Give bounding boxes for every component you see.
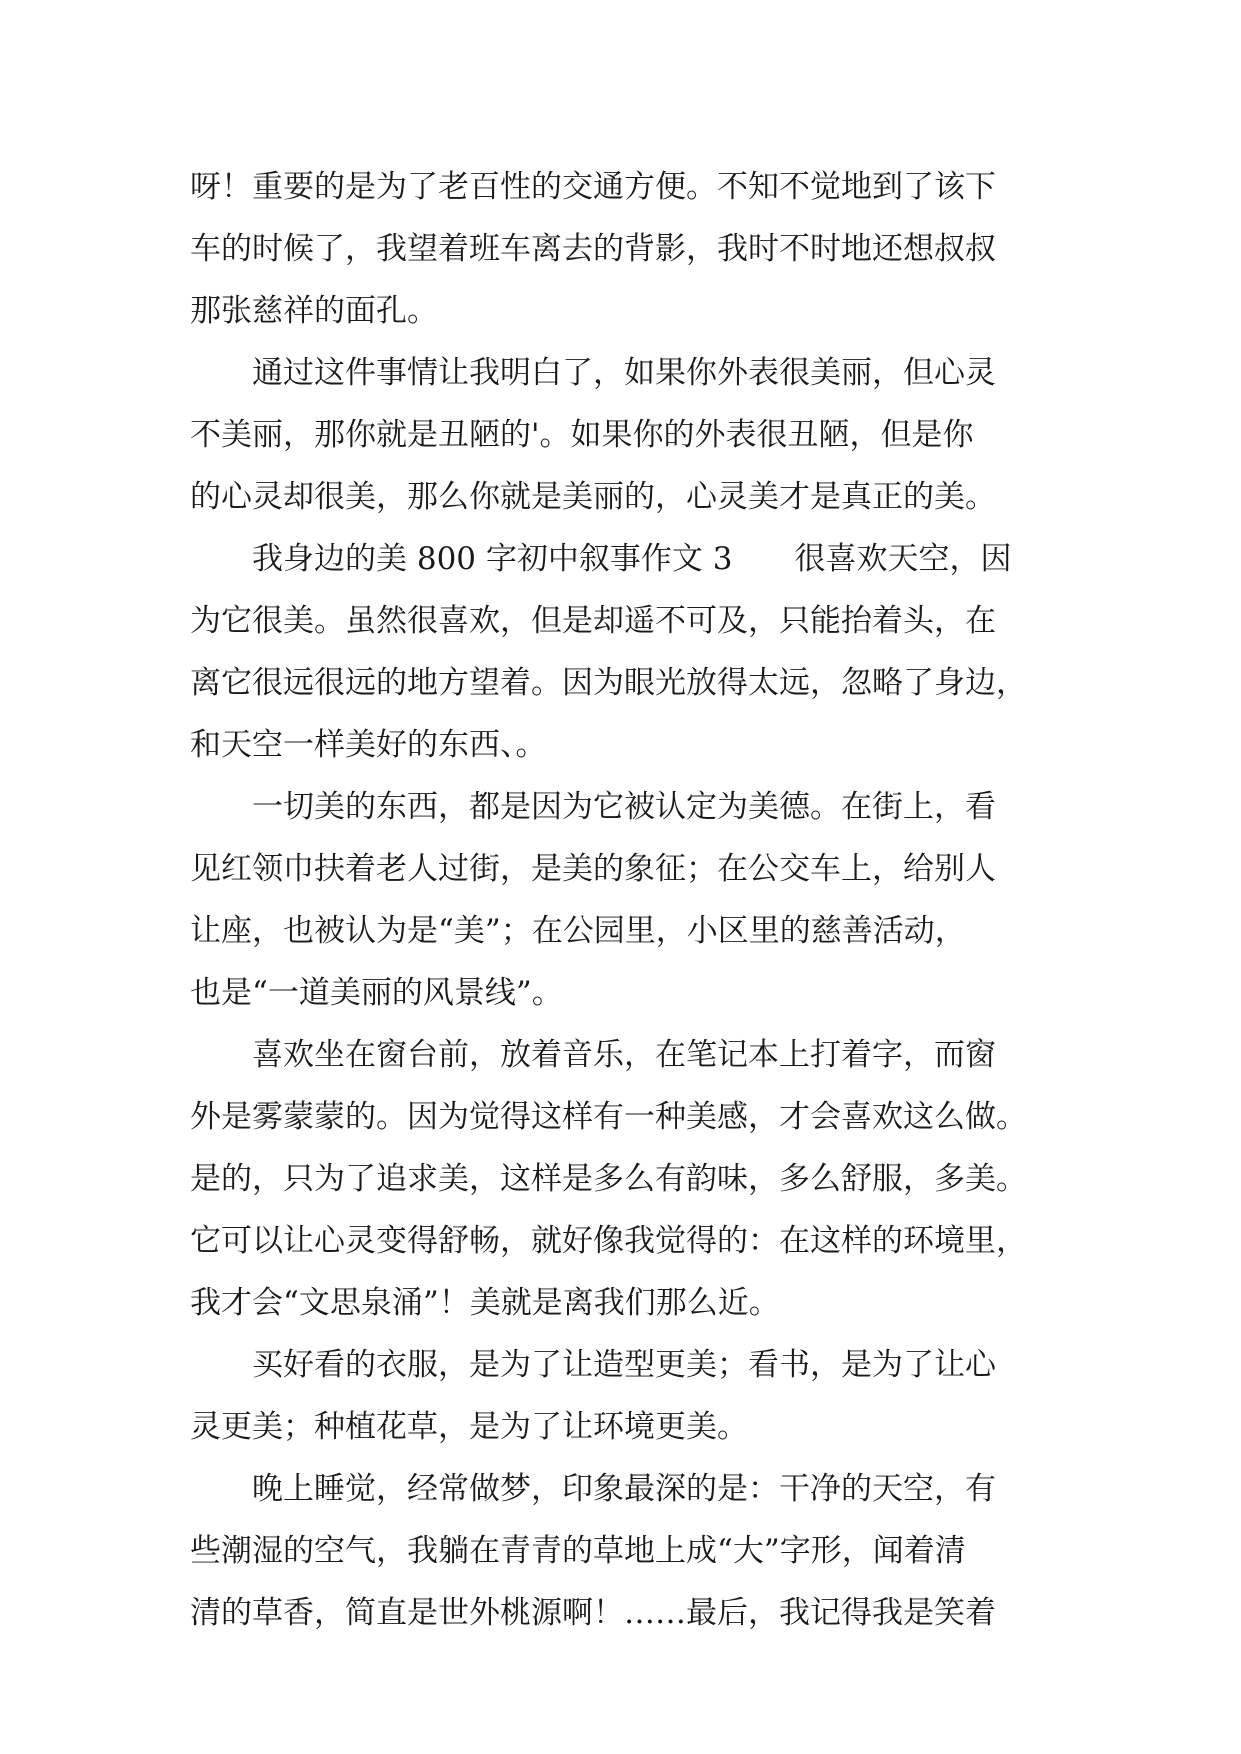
text-line: 的心灵却很美，那么你就是美丽的，心灵美才是真正的美。 <box>190 479 996 515</box>
text-line: 买好看的衣服，是为了让造型更美；看书，是为了让心 <box>190 1347 996 1383</box>
text-line: 通过这件事情让我明白了，如果你外表很美丽，但心灵 <box>190 355 996 391</box>
text-line: 那张慈祥的面孔。 <box>190 293 438 329</box>
text-line: 呀！重要的是为了老百性的交通方便。不知不觉地到了该下 <box>190 169 996 205</box>
text-line: 见红领巾扶着老人过街，是美的象征；在公交车上，给别人 <box>190 851 996 887</box>
text-line: 我才会“文思泉涌”！美就是离我们那么近。 <box>190 1285 780 1321</box>
text-line: 车的时候了，我望着班车离去的背影，我时不时地还想叔叔 <box>190 231 996 267</box>
text-line: 为它很美。虽然很喜欢，但是却遥不可及，只能抬着头，在 <box>190 603 996 639</box>
text-line: 是的，只为了追求美，这样是多么有韵味，多么舒服，多美。 <box>190 1161 1027 1197</box>
text-line: 清的草香，简直是世外桃源啊！……最后，我记得我是笑着 <box>190 1595 996 1631</box>
text-line: 不美丽，那你就是丑陋的'。如果你的外表很丑陋，但是你 <box>190 417 974 453</box>
text-line: 让座，也被认为是“美”；在公园里，小区里的慈善活动， <box>190 913 966 949</box>
text-line: 喜欢坐在窗台前，放着音乐，在笔记本上打着字，而窗 <box>190 1037 996 1073</box>
text-line: 和天空一样美好的东西、。 <box>190 727 547 763</box>
text-line: 一切美的东西，都是因为它被认定为美德。在街上，看 <box>190 789 996 825</box>
text-line: 晚上睡觉，经常做梦，印象最深的是：干净的天空，有 <box>190 1471 996 1507</box>
article-body <box>190 156 1070 1644</box>
text-line: 灵更美；种植花草，是为了让环境更美。 <box>190 1409 748 1445</box>
text-line: 些潮湿的空气，我躺在青青的草地上成“大”字形，闻着清 <box>190 1533 966 1569</box>
text-line: 外是雾蒙蒙的。因为觉得这样有一种美感，才会喜欢这么做。 <box>190 1099 1027 1135</box>
text-line: 离它很远很远的地方望着。因为眼光放得太远，忽略了身边， <box>190 665 1027 701</box>
text-line: 也是“一道美丽的风景线”。 <box>190 975 563 1011</box>
text-line: 我身边的美 800 字初中叙事作文 3 很喜欢天空，因 <box>190 541 1012 577</box>
text-line: 它可以让心灵变得舒畅，就好像我觉得的：在这样的环境里， <box>190 1223 1027 1259</box>
